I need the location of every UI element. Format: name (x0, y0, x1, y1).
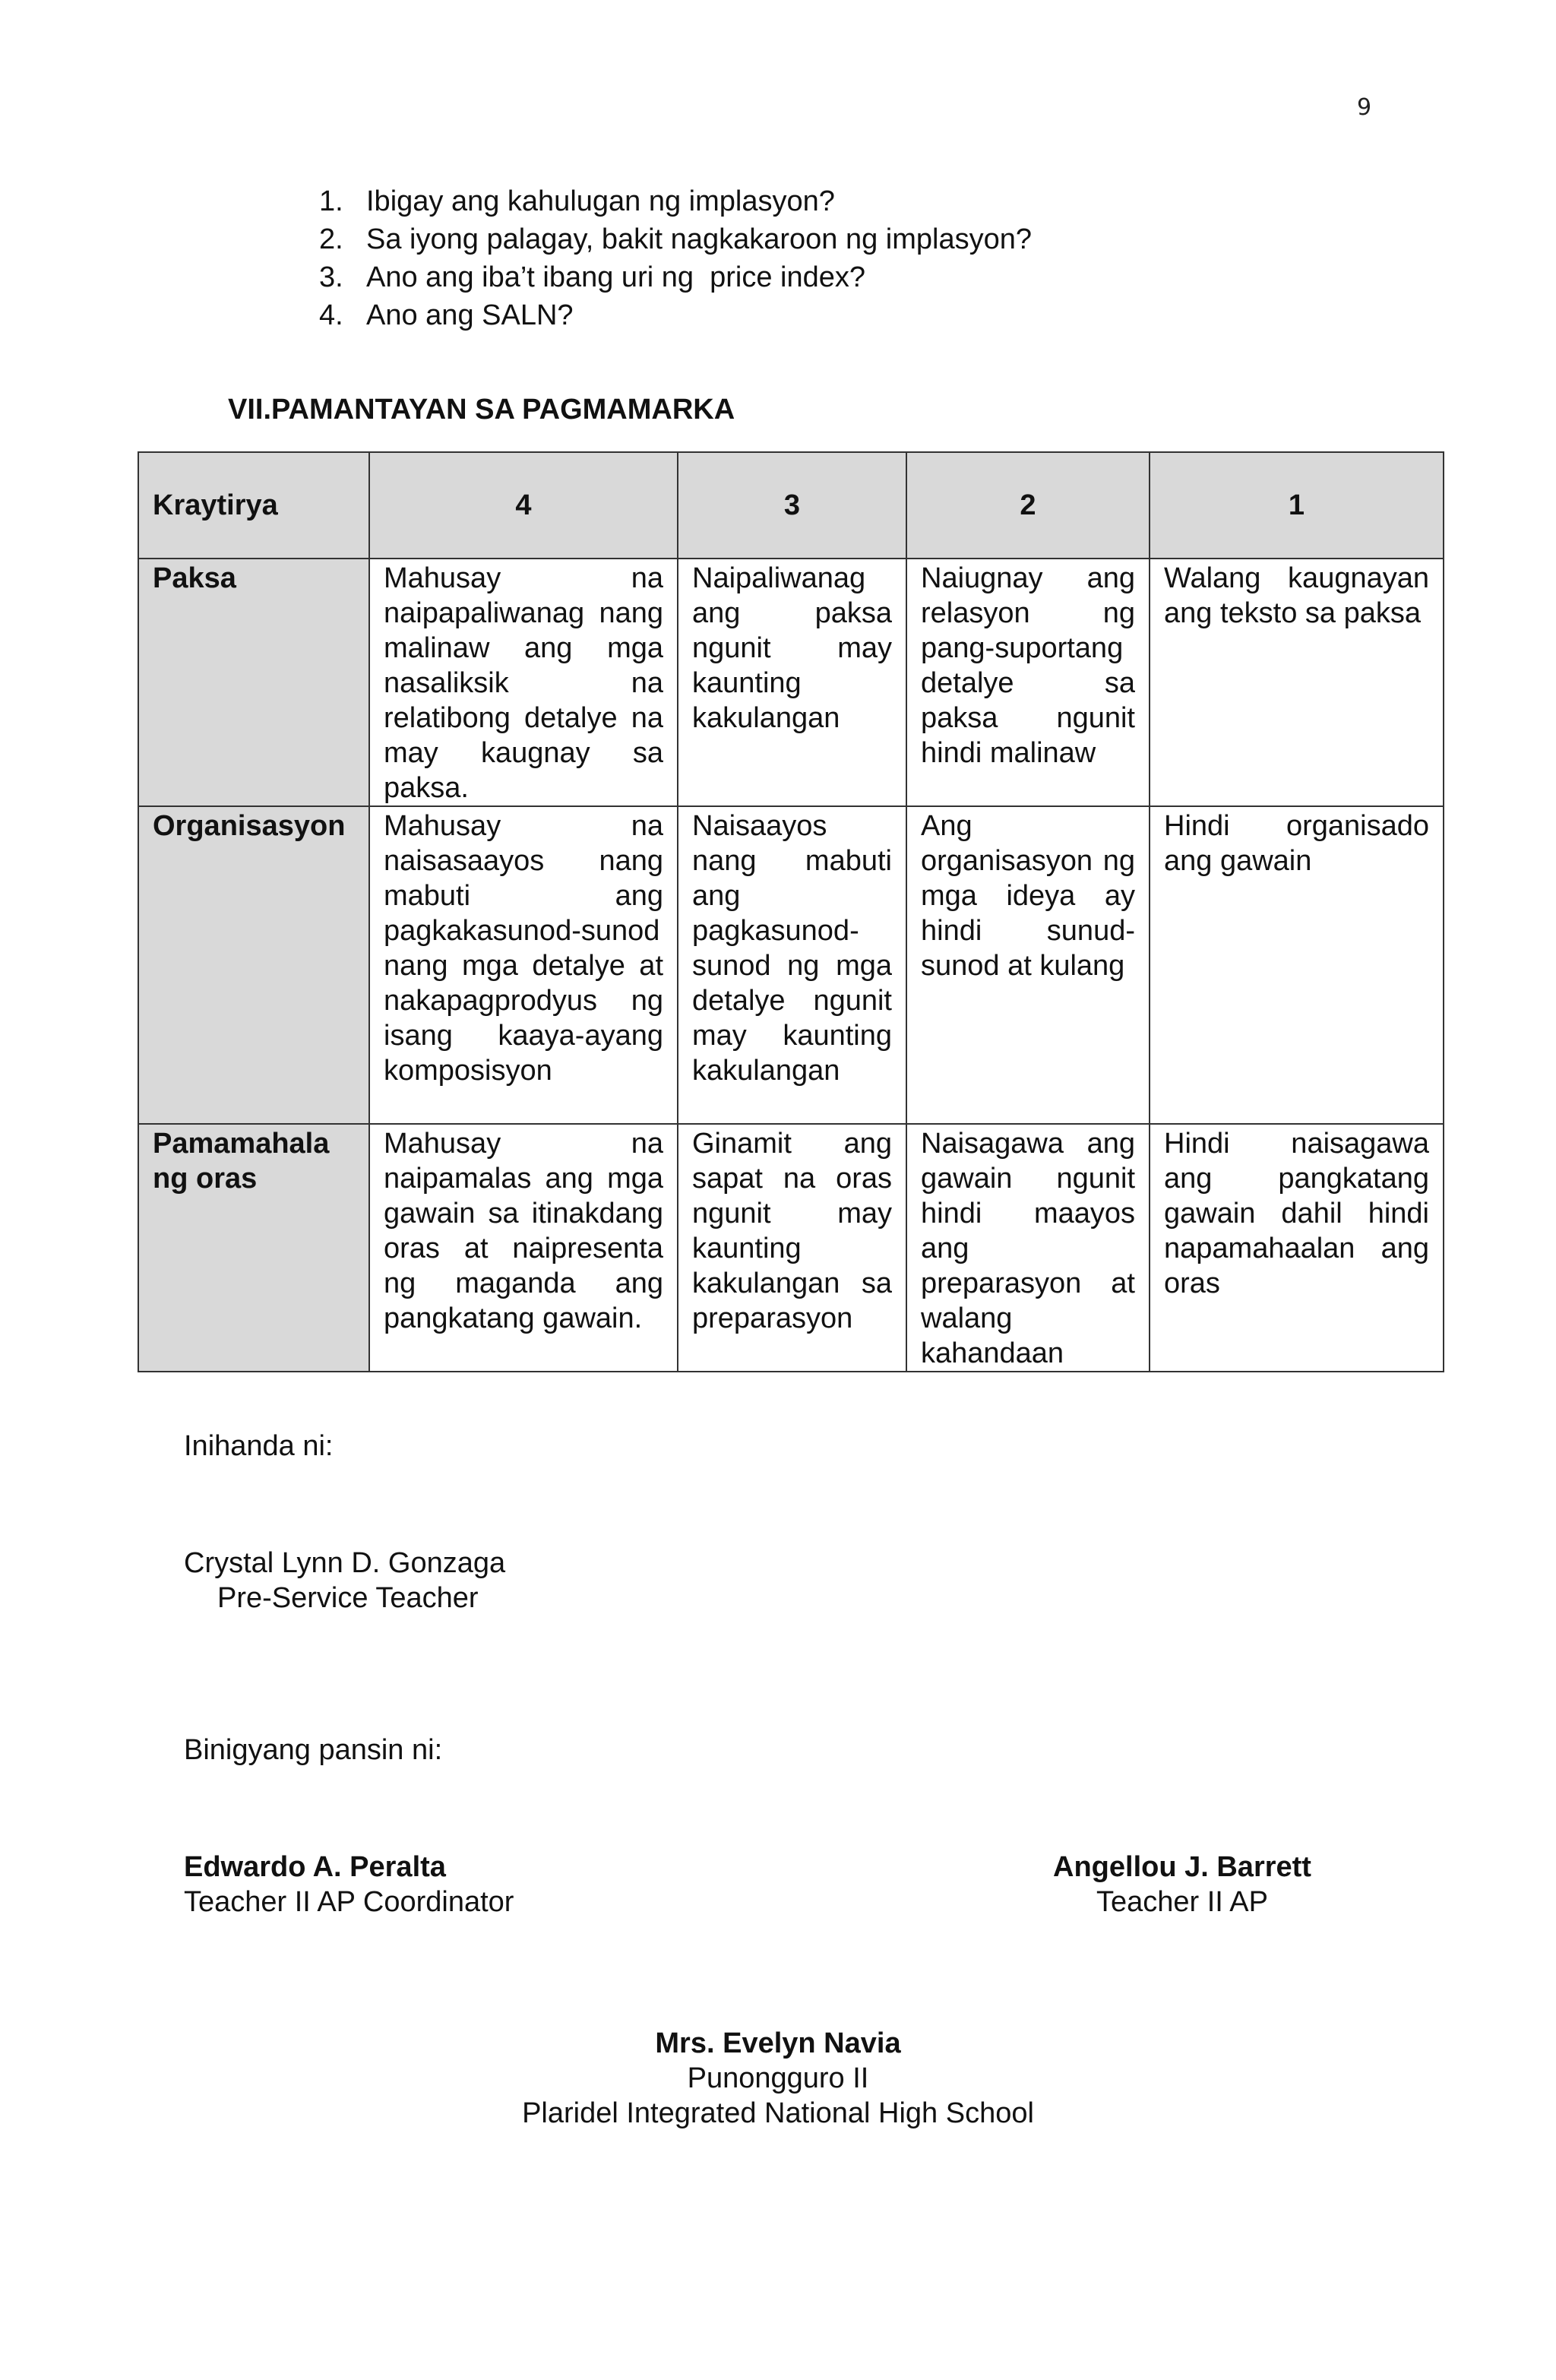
teacher-title: Teacher II AP (1096, 1886, 1268, 1918)
question-number: 3. (319, 261, 343, 293)
question-number: 1. (319, 185, 343, 217)
question-list (319, 182, 1032, 334)
coordinator-name: Edwardo A. Peralta (184, 1851, 446, 1883)
rubric-table (138, 451, 1444, 1372)
teacher-name: Angellou J. Barrett (1053, 1851, 1311, 1883)
question-number: 2. (319, 223, 343, 255)
principal-name: Mrs. Evelyn Navia (655, 2027, 901, 2059)
criterion-cell: Organisasyon (138, 806, 369, 1124)
descriptor-cell: Mahusay na naipamalas ang mga gawain sa itinakdang oras at naipresenta ng maganda ang pangkatang gawain. (369, 1124, 678, 1372)
header-score-4: 4 (369, 452, 678, 559)
header-score-3: 3 (678, 452, 906, 559)
rubric-row-paksa (138, 559, 1444, 806)
criterion-cell: Paksa (138, 559, 369, 806)
question-text: Ibigay ang kahulugan ng implasyon? (366, 185, 835, 217)
descriptor-cell: Hindi organisado ang gawain (1150, 806, 1444, 1124)
criterion-cell: Pamamahala ng oras (138, 1124, 369, 1372)
descriptor-cell: Hindi naisagawa ang pangkatang gawain dahil hindi napamahaalan ang oras (1150, 1124, 1444, 1372)
header-score-1: 1 (1150, 452, 1444, 559)
question-number: 4. (319, 299, 343, 331)
descriptor-cell: Ginamit ang sapat na oras ngunit may kaunting kakulangan sa preparasyon (678, 1124, 906, 1372)
prepared-by-label: Inihanda ni: (184, 1430, 334, 1462)
rubric-row-organisasyon (138, 806, 1444, 1124)
question-item (319, 182, 1032, 220)
descriptor-cell: Mahusay na naipapaliwanag nang malinaw ang mga nasaliksik na relatibong detalye na may kaugnay sa paksa. (369, 559, 678, 806)
question-item (319, 296, 1032, 334)
preparer-name: Crystal Lynn D. Gonzaga (184, 1547, 506, 1579)
descriptor-cell: Naisaayos nang mabuti ang pagkasunod-sunod ng mga detalye ngunit may kaunting kakulangan (678, 806, 906, 1124)
descriptor-cell: Walang kaugnayan ang teksto sa paksa (1150, 559, 1444, 806)
principal-title: Punongguro II (687, 2062, 869, 2094)
section-title: VII.PAMANTAYAN SA PAGMAMARKA (228, 394, 735, 426)
rubric-row-pamamahala (138, 1124, 1444, 1372)
header-score-2: 2 (906, 452, 1150, 559)
descriptor-cell: Naisagawa ang gawain ngunit hindi maayos ang preparasyon at walang kahandaan (906, 1124, 1150, 1372)
descriptor-cell: Mahusay na naisasaayos nang mabuti ang pagkakasunod-sunod nang mga detalye at nakapagprodyus ng isang kaaya-ayang komposisyon (369, 806, 678, 1124)
descriptor-cell: Naiugnay ang relasyon ng pang-suportang detalye sa paksa ngunit hindi malinaw (906, 559, 1150, 806)
page-number: 9 (1357, 94, 1372, 121)
question-text: Sa iyong palagay, bakit nagkakaroon ng implasyon? (366, 223, 1032, 255)
noted-by-label: Binigyang pansin ni: (184, 1734, 443, 1766)
question-text: Ano ang iba’t ibang uri ng price index? (366, 261, 866, 293)
header-criteria: Kraytirya (138, 452, 369, 559)
coordinator-title: Teacher II AP Coordinator (184, 1886, 514, 1918)
question-item (319, 220, 1032, 258)
rubric-header-row (138, 452, 1444, 559)
descriptor-cell: Naipaliwanag ang paksa ngunit may kaunting kakulangan (678, 559, 906, 806)
preparer-title: Pre-Service Teacher (217, 1582, 479, 1614)
school-name: Plaridel Integrated National High School (522, 2097, 1034, 2129)
descriptor-cell: Ang organisasyon ng mga ideya ay hindi sunud-sunod at kulang (906, 806, 1150, 1124)
question-text: Ano ang SALN? (366, 299, 574, 331)
question-item (319, 258, 1032, 296)
